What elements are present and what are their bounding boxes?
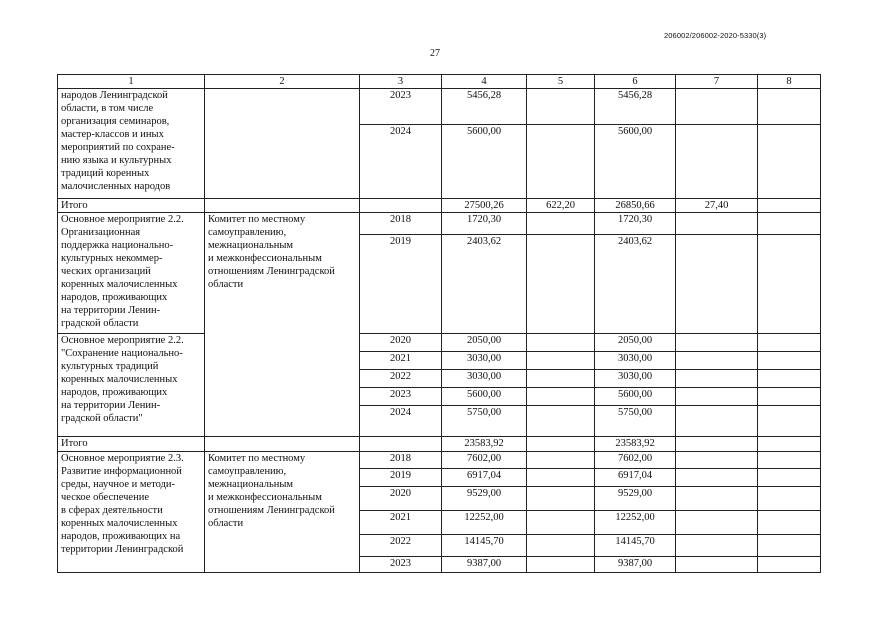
activity-name: Основное мероприятие 2.3. Развитие информационной среды, научное и методи- ческое обеспечение в сферах деятельности коренных малочисленных народов, проживающих на территории Ленинградской xyxy=(58,452,205,573)
agency-cell: Комитет по местному самоуправлению, межнациональным и межконфессиональным отношениям Ленинградской области xyxy=(205,213,360,437)
year-cell: 2022 xyxy=(360,370,442,388)
col5-cell: 622,20 xyxy=(527,199,595,213)
col5-cell xyxy=(527,388,595,406)
col6-cell: 26850,66 xyxy=(595,199,676,213)
col6-cell: 5456,28 xyxy=(595,89,676,125)
empty-cell xyxy=(205,199,360,213)
col8-cell xyxy=(758,89,821,125)
col8-cell xyxy=(758,370,821,388)
total-cell: 1720,30 xyxy=(442,213,527,235)
col5-cell xyxy=(527,469,595,487)
col6-cell: 14145,70 xyxy=(595,535,676,557)
empty-cell xyxy=(360,437,442,452)
col5-cell xyxy=(527,213,595,235)
year-cell: 2022 xyxy=(360,535,442,557)
col5-cell xyxy=(527,535,595,557)
total-cell: 5600,00 xyxy=(442,388,527,406)
col7-cell xyxy=(676,352,758,370)
year-cell: 2023 xyxy=(360,388,442,406)
col5-cell xyxy=(527,334,595,352)
activity-name: Основное мероприятие 2.2. "Сохранение национально- культурных традиций коренных малочисленных народов, проживающих на территории Ленин- градской области" xyxy=(58,334,205,437)
col6-cell: 23583,92 xyxy=(595,437,676,452)
col6-cell: 5600,00 xyxy=(595,388,676,406)
col8-cell xyxy=(758,437,821,452)
year-cell: 2024 xyxy=(360,406,442,437)
col6-cell: 5600,00 xyxy=(595,125,676,199)
col8-cell xyxy=(758,535,821,557)
col8-cell xyxy=(758,452,821,469)
col6-cell: 1720,30 xyxy=(595,213,676,235)
col5-cell xyxy=(527,125,595,199)
page-number: 27 xyxy=(430,48,440,59)
col7-cell xyxy=(676,557,758,573)
table-row xyxy=(58,89,821,125)
col6-cell: 7602,00 xyxy=(595,452,676,469)
total-cell: 6917,04 xyxy=(442,469,527,487)
total-cell: 5750,00 xyxy=(442,406,527,437)
total-cell: 7602,00 xyxy=(442,452,527,469)
col7-cell xyxy=(676,469,758,487)
year-cell: 2023 xyxy=(360,557,442,573)
itogo-row xyxy=(58,437,821,452)
agency-cell xyxy=(205,89,360,199)
col6-cell: 3030,00 xyxy=(595,352,676,370)
col7-cell xyxy=(676,334,758,352)
year-cell: 2021 xyxy=(360,511,442,535)
itogo-label: Итого xyxy=(58,437,205,452)
col8-cell xyxy=(758,199,821,213)
total-cell: 9387,00 xyxy=(442,557,527,573)
year-cell: 2021 xyxy=(360,352,442,370)
header-cell: 4 xyxy=(442,75,527,89)
activity-name: Основное мероприятие 2.2. Организационная поддержка национально- культурных некоммер- ческих организаций коренных малочисленных народов, проживающих на территории Ленин- градской области xyxy=(58,213,205,334)
table-row xyxy=(58,452,821,469)
year-cell: 2020 xyxy=(360,334,442,352)
col5-cell xyxy=(527,406,595,437)
col8-cell xyxy=(758,235,821,334)
total-cell: 14145,70 xyxy=(442,535,527,557)
header-cell: 2 xyxy=(205,75,360,89)
col7-cell xyxy=(676,125,758,199)
col5-cell xyxy=(527,352,595,370)
col7-cell xyxy=(676,89,758,125)
total-cell: 23583,92 xyxy=(442,437,527,452)
table-row xyxy=(58,213,821,235)
col6-cell: 5750,00 xyxy=(595,406,676,437)
header-cell: 5 xyxy=(527,75,595,89)
year-cell: 2019 xyxy=(360,235,442,334)
header-cell: 7 xyxy=(676,75,758,89)
col7-cell xyxy=(676,452,758,469)
col8-cell xyxy=(758,487,821,511)
col6-cell: 2050,00 xyxy=(595,334,676,352)
col8-cell xyxy=(758,557,821,573)
col6-cell: 12252,00 xyxy=(595,511,676,535)
itogo-label: Итого xyxy=(58,199,205,213)
col6-cell: 6917,04 xyxy=(595,469,676,487)
col6-cell: 9387,00 xyxy=(595,557,676,573)
col8-cell xyxy=(758,213,821,235)
header-cell: 3 xyxy=(360,75,442,89)
header-row xyxy=(58,75,821,89)
budget-table xyxy=(57,74,821,573)
col7-cell xyxy=(676,213,758,235)
col6-cell: 3030,00 xyxy=(595,370,676,388)
col5-cell xyxy=(527,557,595,573)
total-cell: 27500,26 xyxy=(442,199,527,213)
col7-cell xyxy=(676,235,758,334)
col8-cell xyxy=(758,511,821,535)
total-cell: 9529,00 xyxy=(442,487,527,511)
year-cell: 2018 xyxy=(360,452,442,469)
year-cell: 2019 xyxy=(360,469,442,487)
header-cell: 6 xyxy=(595,75,676,89)
document-id: 206002/206002-2020-5330(3) xyxy=(664,31,767,40)
col5-cell xyxy=(527,487,595,511)
total-cell: 12252,00 xyxy=(442,511,527,535)
year-cell: 2020 xyxy=(360,487,442,511)
col8-cell xyxy=(758,388,821,406)
col7-cell xyxy=(676,406,758,437)
col8-cell xyxy=(758,334,821,352)
col8-cell xyxy=(758,352,821,370)
col6-cell: 9529,00 xyxy=(595,487,676,511)
activity-name: народов Ленинградской области, в том числе организация семинаров, мастер-классов и иных мероприятий по сохране- нию языка и культурных традиций коренных малочисленных народов xyxy=(58,89,205,199)
col5-cell xyxy=(527,235,595,334)
col7-cell xyxy=(676,511,758,535)
col7-cell xyxy=(676,535,758,557)
agency-cell: Комитет по местному самоуправлению, межнациональным и межконфессиональным отношениям Ленинградской области xyxy=(205,452,360,573)
header-cell: 1 xyxy=(58,75,205,89)
col5-cell xyxy=(527,437,595,452)
col8-cell xyxy=(758,125,821,199)
col5-cell xyxy=(527,452,595,469)
col7-cell: 27,40 xyxy=(676,199,758,213)
total-cell: 3030,00 xyxy=(442,370,527,388)
empty-cell xyxy=(360,199,442,213)
year-cell: 2023 xyxy=(360,89,442,125)
total-cell: 2050,00 xyxy=(442,334,527,352)
col5-cell xyxy=(527,89,595,125)
total-cell: 5456,28 xyxy=(442,89,527,125)
year-cell: 2024 xyxy=(360,125,442,199)
col5-cell xyxy=(527,511,595,535)
total-cell: 2403,62 xyxy=(442,235,527,334)
col5-cell xyxy=(527,370,595,388)
col8-cell xyxy=(758,406,821,437)
table-row xyxy=(58,334,821,352)
total-cell: 5600,00 xyxy=(442,125,527,199)
year-cell: 2018 xyxy=(360,213,442,235)
header-cell: 8 xyxy=(758,75,821,89)
itogo-row xyxy=(58,199,821,213)
col6-cell: 2403,62 xyxy=(595,235,676,334)
col7-cell xyxy=(676,437,758,452)
col8-cell xyxy=(758,469,821,487)
total-cell: 3030,00 xyxy=(442,352,527,370)
col7-cell xyxy=(676,487,758,511)
col7-cell xyxy=(676,370,758,388)
empty-cell xyxy=(205,437,360,452)
col7-cell xyxy=(676,388,758,406)
